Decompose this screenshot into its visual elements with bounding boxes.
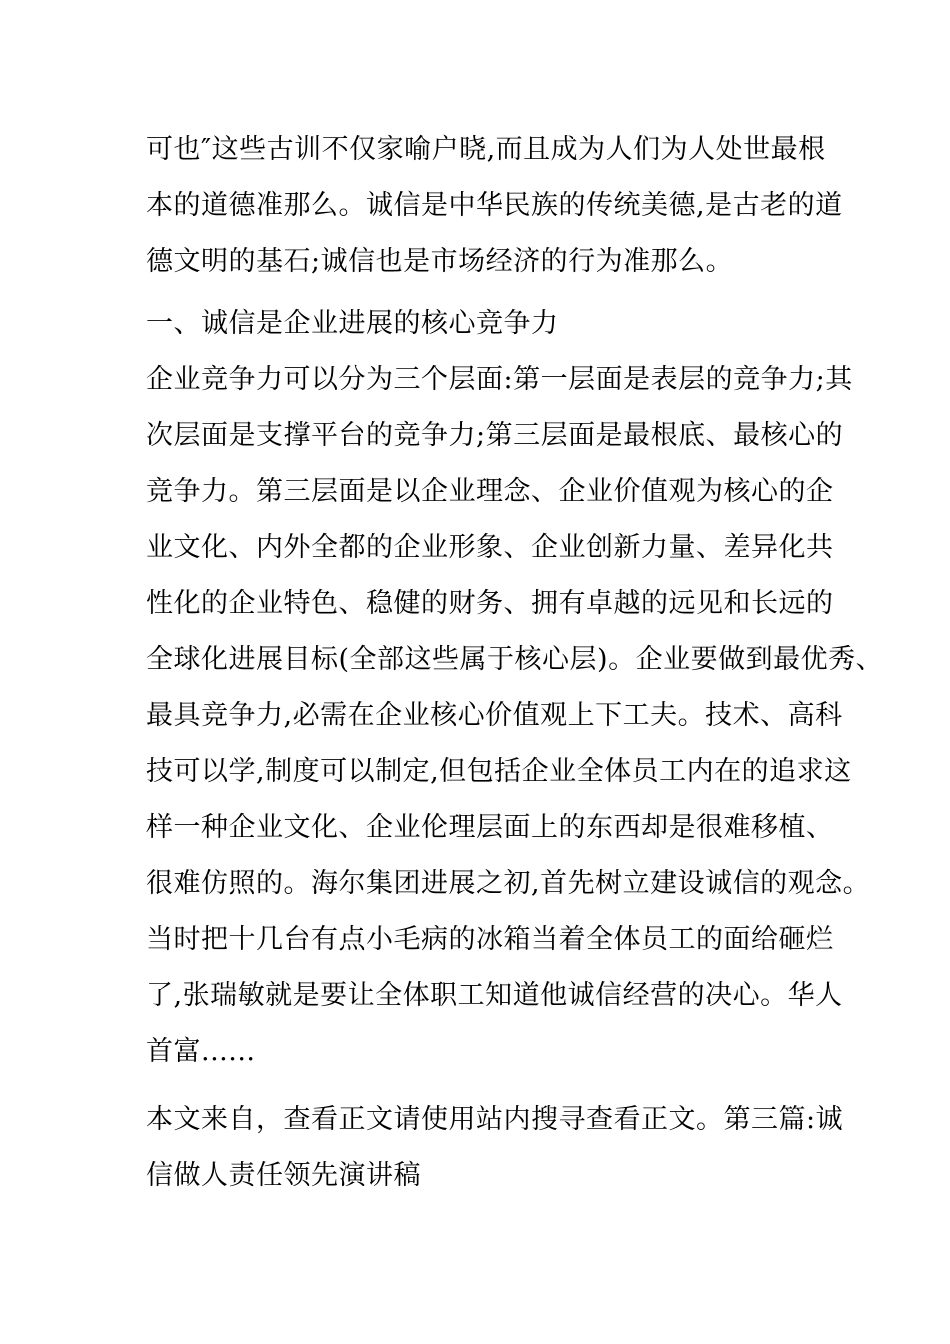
text-line: 首富...... [146,1036,256,1067]
body-paragraph-3 [146,1092,846,1204]
text-line: 样一种企业文化、企业伦理层面上的东西却是很难移植、 [146,812,834,843]
body-paragraph-1 [146,122,846,290]
text-line: 性化的企业特色、稳健的财务、拥有卓越的远见和长远的 [146,588,834,619]
text-line: 全球化进展目标(全部这些属于核心层)。企业要做到最优秀、 [146,644,884,675]
heading-text: 一、诚信是企业进展的核心竞争力 [146,308,559,339]
section-heading [146,296,846,352]
text-line: 业文化、内外全都的企业形象、企业创新力量、差异化共 [146,532,834,563]
text-line: 很难仿照的。海尔集团进展之初,首先树立建设诚信的观念。 [146,868,871,899]
text-line: 技可以学,制度可以制定,但包括企业全体员工内在的追求这 [146,756,852,787]
body-paragraph-2 [146,352,884,1080]
text-line: 企业竞争力可以分为三个层面:第一层面是表层的竞争力;其 [146,364,853,395]
text-line: 信做人责任领先演讲稿 [146,1160,421,1191]
text-line: 最具竞争力,必需在企业核心价值观上下工夫。技术、高科 [146,700,843,731]
text-line: 德文明的基石;诚信也是市场经济的行为准那么。 [146,246,734,277]
text-line: 本的道德准那么。诚信是中华民族的传统美德,是古老的道 [146,190,843,221]
text-line: 竞争力。第三层面是以企业理念、企业价值观为核心的企 [146,476,834,507]
text-line: 了,张瑞敏就是要让全体职工知道他诚信经营的决心。华人 [146,980,843,1011]
text-line: 当时把十几台有点小毛病的冰箱当着全体员工的面给砸烂 [146,924,834,955]
text-line: 次层面是支撑平台的竞争力;第三层面是最根底、最核心的 [146,420,844,451]
text-line: 可也″这些古训不仅家喻户晓,而且成为人们为人处世最根 [146,134,826,165]
text-line: 本文来自，查看正文请使用站内搜寻查看正文。第三篇:诚 [146,1104,844,1135]
